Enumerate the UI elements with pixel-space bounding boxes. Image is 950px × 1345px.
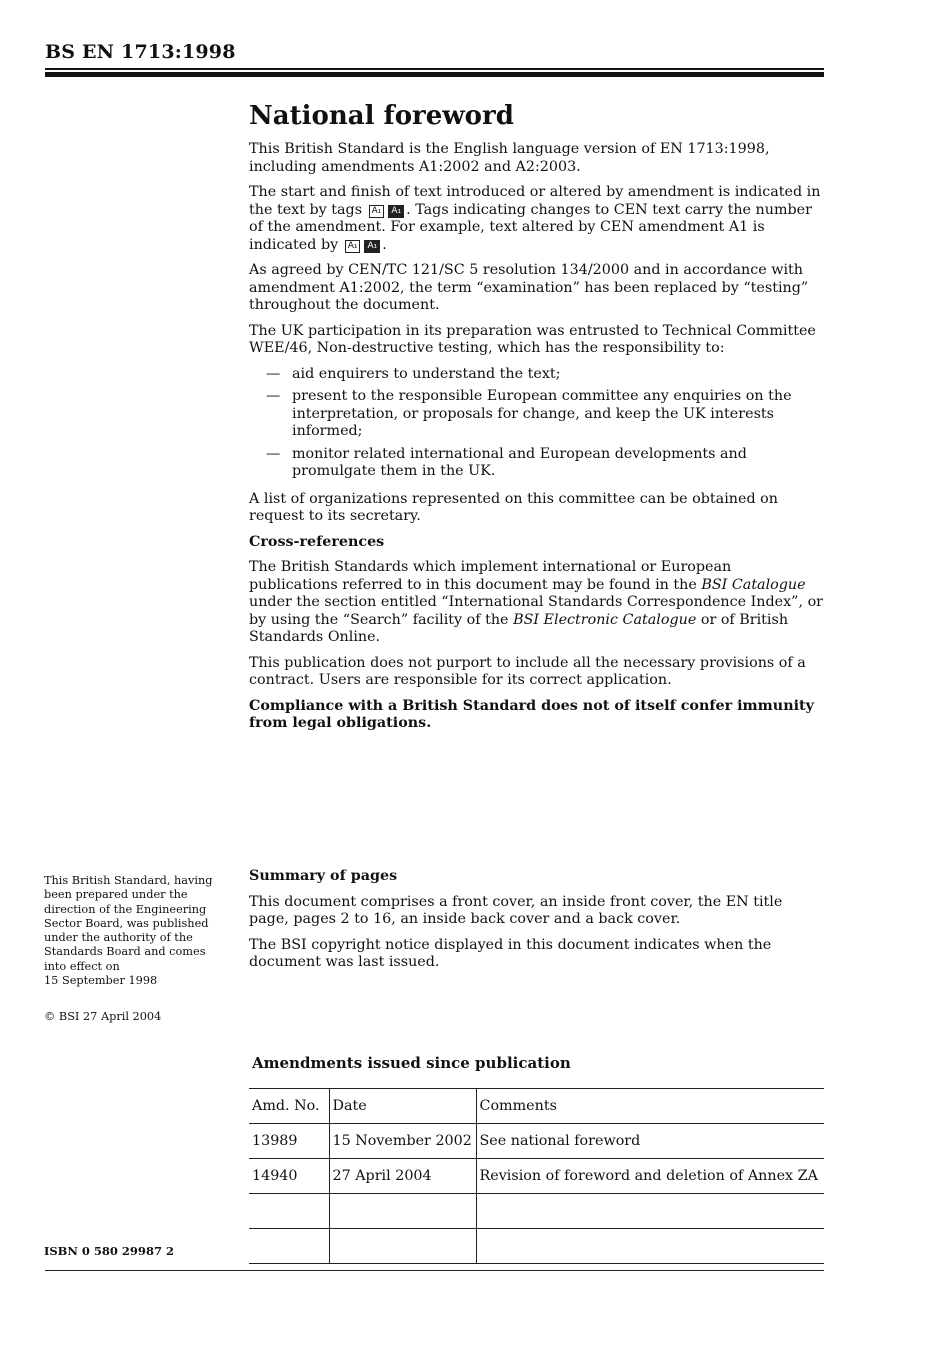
- foreword-paragraph-6: This publication does not purport to include all the necessary provisions of a contract. Users are responsible for its correct application.: [249, 654, 806, 688]
- table-cell: 14940: [249, 1159, 329, 1194]
- table-row: [249, 1124, 824, 1159]
- cross-references-paragraph: The British Standards which implement international or European publications referred to in this document may be found in the BSI Catalogue under the section entitled “International Standards Correspondence Index”, or by using the “Search” facility of the BSI Electronic Catalogue or of British Standards Online.: [249, 559, 824, 645]
- isbn: ISBN 0 580 29987 2: [44, 1244, 174, 1258]
- table-cell: [476, 1229, 824, 1264]
- summary-section: [249, 868, 824, 980]
- column-header: Comments: [476, 1089, 824, 1124]
- bsi-electronic-catalogue-title: BSI Electronic Catalogue: [513, 611, 697, 628]
- foreword-paragraph-4: The UK participation in its preparation was entrusted to Technical Committee WEE/46, Non-destructive testing, which has the responsibility to:: [249, 322, 816, 356]
- foreword-paragraph-2: The start and finish of text introduced or altered by amendment is indicated in the text by tags A₁ A₁ . Tags indicating changes to CEN text carry the number of the amendment. For example, text altered by CEN amendment A1 is indicated by A₁ A₁ .: [249, 184, 821, 253]
- column-header: Date: [329, 1089, 476, 1124]
- foreword-paragraph-1: This British Standard is the English language version of EN 1713:1998, including amendments A1:2002 and A2:2003.: [249, 141, 770, 175]
- footer-rule: [45, 1270, 824, 1271]
- table-cell: 27 April 2004: [329, 1159, 476, 1194]
- table-header-row: [249, 1089, 824, 1124]
- foreword-paragraph-5: A list of organizations represented on this committee can be obtained on request to its secretary.: [249, 490, 778, 524]
- summary-paragraph-2: The BSI copyright notice displayed in this document indicates when the document was last issued.: [249, 936, 772, 970]
- column-header: Amd. No.: [249, 1089, 329, 1124]
- list-item: — present to the responsible European committee any enquiries on the interpretation, or proposals for change, and keep the UK interests informed;: [266, 388, 792, 439]
- table-row: [249, 1194, 824, 1229]
- foreword-body: [249, 141, 824, 741]
- list-item: — aid enquirers to understand the text;: [266, 365, 561, 382]
- cross-references-heading: Cross-references: [249, 533, 385, 550]
- copyright-notice: © BSI 27 April 2004: [44, 1010, 162, 1023]
- table-cell: See national foreword: [476, 1124, 824, 1159]
- table-cell: [329, 1229, 476, 1264]
- amendments-title: Amendments issued since publication: [252, 1054, 571, 1072]
- header-rule-thick: [45, 72, 824, 77]
- effect-date: 15 September 1998: [44, 974, 158, 988]
- table-cell: [329, 1194, 476, 1229]
- table-cell: 15 November 2002: [329, 1124, 476, 1159]
- table-row: [249, 1159, 824, 1194]
- header-rule-thin: [45, 68, 824, 70]
- amendment-end-tag-icon: A₁: [388, 205, 404, 218]
- amendment-end-tag-icon: A₁: [364, 240, 380, 253]
- compliance-statement: Compliance with a British Standard does not of itself confer immunity from legal obligations.: [249, 697, 814, 731]
- summary-heading: Summary of pages: [249, 868, 398, 884]
- table-cell: [476, 1194, 824, 1229]
- effect-note: This British Standard, having been prepared under the direction of the Engineering Sector Board, was published under the authority of the Standards Board and comes into effect on: [44, 874, 213, 973]
- table-cell: [249, 1194, 329, 1229]
- page-title: National foreword: [249, 101, 514, 131]
- foreword-paragraph-3: As agreed by CEN/TC 121/SC 5 resolution 134/2000 and in accordance with amendment A1:2002, the term “examination” has been replaced by “testing” throughout the document.: [249, 262, 809, 313]
- table-cell: [249, 1229, 329, 1264]
- summary-paragraph-1: This document comprises a front cover, an inside front cover, the EN title page, pages 2 to 16, an inside back cover and a back cover.: [249, 893, 783, 927]
- amendments-table: [249, 1088, 824, 1264]
- sidebar-note: [44, 874, 229, 988]
- table-cell: 13989: [249, 1124, 329, 1159]
- amendment-start-tag-icon: A₁: [369, 205, 385, 218]
- bsi-catalogue-title: BSI Catalogue: [701, 576, 806, 593]
- responsibility-list: [249, 366, 824, 481]
- table-cell: Revision of foreword and deletion of Annex ZA: [476, 1159, 824, 1194]
- table-row: [249, 1229, 824, 1264]
- list-item: — monitor related international and European developments and promulgate them in the UK.: [266, 445, 747, 479]
- amendment-start-tag-icon: A₁: [345, 240, 361, 253]
- document-id: BS EN 1713:1998: [45, 41, 236, 63]
